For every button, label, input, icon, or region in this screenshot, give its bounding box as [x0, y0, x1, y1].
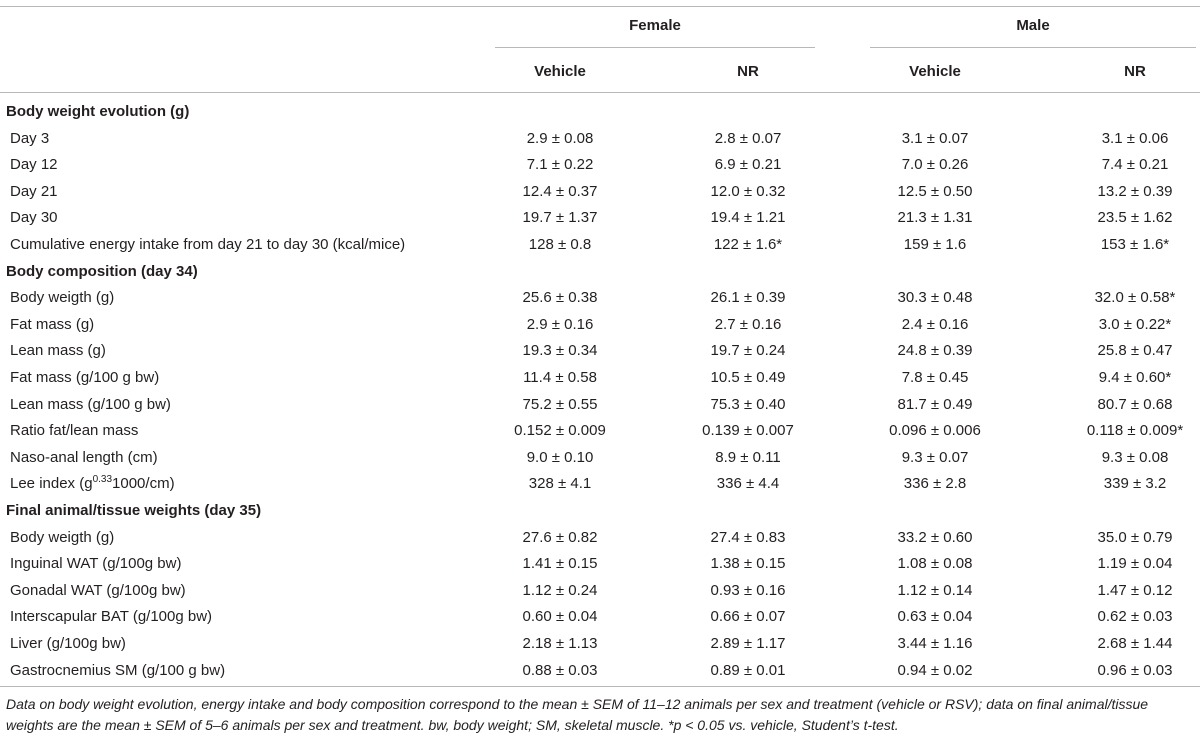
table-cell: 10.5 ± 0.49 — [710, 369, 786, 386]
table-cell: 11.4 ± 0.58 — [523, 369, 597, 386]
table-cell: 19.7 ± 0.24 — [710, 342, 786, 359]
table-cell: 80.7 ± 0.68 — [1097, 396, 1173, 413]
table-cell: 7.0 ± 0.26 — [901, 156, 969, 173]
header-bottom-rule — [0, 92, 1200, 93]
table-cell: 12.0 ± 0.32 — [710, 183, 786, 200]
table-cell: 23.5 ± 1.62 — [1097, 209, 1173, 226]
row-label: Cumulative energy intake from day 21 to day 30 (kcal/mice) — [10, 236, 406, 253]
table-cell: 21.3 ± 1.31 — [897, 209, 973, 226]
table-cell: 3.1 ± 0.06 — [1101, 130, 1169, 147]
row-label: Fat mass (g) — [10, 316, 95, 333]
table-cell: 0.93 ± 0.16 — [710, 582, 786, 599]
table-cell: 9.3 ± 0.07 — [901, 449, 969, 466]
table-cell: 8.9 ± 0.11 — [715, 449, 781, 466]
subheader-female-vehicle: Vehicle — [534, 63, 586, 80]
row-label: Ratio fat/lean mass — [10, 422, 139, 439]
table-cell: 336 ± 4.4 — [716, 475, 780, 492]
table-cell: 2.9 ± 0.16 — [526, 316, 594, 333]
table-cell: 336 ± 2.8 — [903, 475, 967, 492]
table-cell: 0.96 ± 0.03 — [1097, 662, 1173, 679]
table-cell: 19.7 ± 1.37 — [522, 209, 598, 226]
table-cell: 328 ± 4.1 — [528, 475, 592, 492]
table-cell: 2.18 ± 1.13 — [522, 635, 598, 652]
table-cell: 3.44 ± 1.16 — [897, 635, 973, 652]
table-cell: 1.47 ± 0.12 — [1097, 582, 1173, 599]
table-cell: 2.68 ± 1.44 — [1097, 635, 1173, 652]
table-cell: 25.6 ± 0.38 — [522, 289, 598, 306]
table-cell: 6.9 ± 0.21 — [714, 156, 782, 173]
table-cell: 27.4 ± 0.83 — [710, 529, 786, 546]
table-cell: 7.1 ± 0.22 — [526, 156, 594, 173]
table-cell: 32.0 ± 0.58* — [1094, 289, 1176, 306]
table-cell: 153 ± 1.6* — [1100, 236, 1170, 253]
male-group-rule — [870, 47, 1196, 48]
row-label: Body weigth (g) — [10, 529, 115, 546]
table-cell: 7.8 ± 0.45 — [901, 369, 969, 386]
table-cell: 24.8 ± 0.39 — [897, 342, 973, 359]
row-label: Gonadal WAT (g/100g bw) — [10, 582, 186, 599]
group-header-male: Male — [1016, 17, 1050, 34]
table-cell: 1.08 ± 0.08 — [897, 555, 973, 572]
row-label — [10, 474, 175, 494]
table-cell: 2.7 ± 0.16 — [714, 316, 782, 333]
row-label: Interscapular BAT (g/100g bw) — [10, 608, 213, 625]
table-cell: 9.4 ± 0.60* — [1098, 369, 1172, 386]
subheader-male-nr: NR — [1124, 63, 1146, 80]
table-cell: 1.41 ± 0.15 — [522, 555, 598, 572]
table-cell: 0.152 ± 0.009 — [514, 422, 606, 439]
table-cell: 75.2 ± 0.55 — [522, 396, 598, 413]
row-label-part: 1000/cm) — [112, 475, 175, 492]
table-cell: 26.1 ± 0.39 — [710, 289, 786, 306]
row-label: Liver (g/100g bw) — [10, 635, 126, 652]
table-cell: 2.89 ± 1.17 — [710, 635, 786, 652]
group-header-female: Female — [629, 17, 681, 34]
table-cell: 159 ± 1.6 — [903, 236, 967, 253]
table-cell: 0.096 ± 0.006 — [889, 422, 981, 439]
table-cell: 33.2 ± 0.60 — [897, 529, 973, 546]
table-cell: 2.4 ± 0.16 — [901, 316, 969, 333]
table-cell: 30.3 ± 0.48 — [897, 289, 973, 306]
table-cell: 0.63 ± 0.04 — [897, 608, 973, 625]
table-cell: 12.5 ± 0.50 — [897, 183, 973, 200]
table-cell: 9.3 ± 0.08 — [1101, 449, 1169, 466]
table-cell: 13.2 ± 0.39 — [1097, 183, 1173, 200]
row-label-exponent: 0.33 — [92, 474, 113, 485]
subheader-female-nr: NR — [737, 63, 759, 80]
row-label: Day 12 — [10, 156, 58, 173]
row-label: Day 21 — [10, 183, 58, 200]
table-cell: 1.38 ± 0.15 — [710, 555, 786, 572]
table-cell: 0.62 ± 0.03 — [1097, 608, 1173, 625]
table-cell: 0.118 ± 0.009* — [1086, 422, 1184, 439]
table-cell: 27.6 ± 0.82 — [522, 529, 598, 546]
table-bottom-rule — [0, 686, 1200, 687]
table-cell: 3.1 ± 0.07 — [901, 130, 969, 147]
row-label: Day 3 — [10, 130, 50, 147]
table-cell: 2.9 ± 0.08 — [526, 130, 594, 147]
subheader-male-vehicle: Vehicle — [909, 63, 961, 80]
table-cell: 128 ± 0.8 — [528, 236, 592, 253]
table-cell: 35.0 ± 0.79 — [1097, 529, 1173, 546]
table-cell: 81.7 ± 0.49 — [897, 396, 973, 413]
section-heading: Body weight evolution (g) — [6, 103, 190, 120]
table-cell: 0.139 ± 0.007 — [702, 422, 794, 439]
table-cell: 3.0 ± 0.22* — [1098, 316, 1172, 333]
row-label: Naso-anal length (cm) — [10, 449, 158, 466]
row-label: Body weigth (g) — [10, 289, 115, 306]
row-label: Inguinal WAT (g/100g bw) — [10, 555, 182, 572]
table-cell: 9.0 ± 0.10 — [526, 449, 594, 466]
table-cell: 0.60 ± 0.04 — [522, 608, 598, 625]
table-cell: 75.3 ± 0.40 — [710, 396, 786, 413]
table-cell: 12.4 ± 0.37 — [522, 183, 598, 200]
table-cell: 1.12 ± 0.24 — [522, 582, 598, 599]
table-cell: 7.4 ± 0.21 — [1101, 156, 1169, 173]
section-heading: Final animal/tissue weights (day 35) — [6, 502, 262, 519]
table-cell: 122 ± 1.6* — [713, 236, 783, 253]
table-cell: 19.3 ± 0.34 — [522, 342, 598, 359]
row-label: Lean mass (g/100 g bw) — [10, 396, 171, 413]
table-cell: 0.88 ± 0.03 — [522, 662, 598, 679]
section-heading: Body composition (day 34) — [6, 263, 198, 280]
table-footnote: Data on body weight evolution, energy intake and body composition correspond to the mean ± SEM of 11–12 animals per sex and treatment (vehicle or RSV); data on final animal/tissue weights are the mean ± SEM of 5–6 animals per sex and treatment. bw, body weight; SM, skeletal muscle. *p < 0.05 vs. vehicle, Student’s t-test. — [6, 696, 1149, 733]
table-cell: 1.12 ± 0.14 — [897, 582, 973, 599]
table-cell: 0.89 ± 0.01 — [710, 662, 786, 679]
row-label: Day 30 — [10, 209, 58, 226]
table-cell: 1.19 ± 0.04 — [1097, 555, 1173, 572]
table-cell: 0.66 ± 0.07 — [710, 608, 786, 625]
table-cell: 19.4 ± 1.21 — [710, 209, 786, 226]
table-cell: 339 ± 3.2 — [1103, 475, 1167, 492]
female-group-rule — [495, 47, 815, 48]
row-label: Fat mass (g/100 g bw) — [10, 369, 160, 386]
row-label: Gastrocnemius SM (g/100 g bw) — [10, 662, 226, 679]
table-top-rule — [0, 6, 1200, 7]
table-cell: 0.94 ± 0.02 — [897, 662, 973, 679]
row-label-part: Lee index (g — [10, 475, 93, 492]
row-label: Lean mass (g) — [10, 342, 106, 359]
table-cell: 2.8 ± 0.07 — [714, 130, 782, 147]
table-cell: 25.8 ± 0.47 — [1097, 342, 1173, 359]
